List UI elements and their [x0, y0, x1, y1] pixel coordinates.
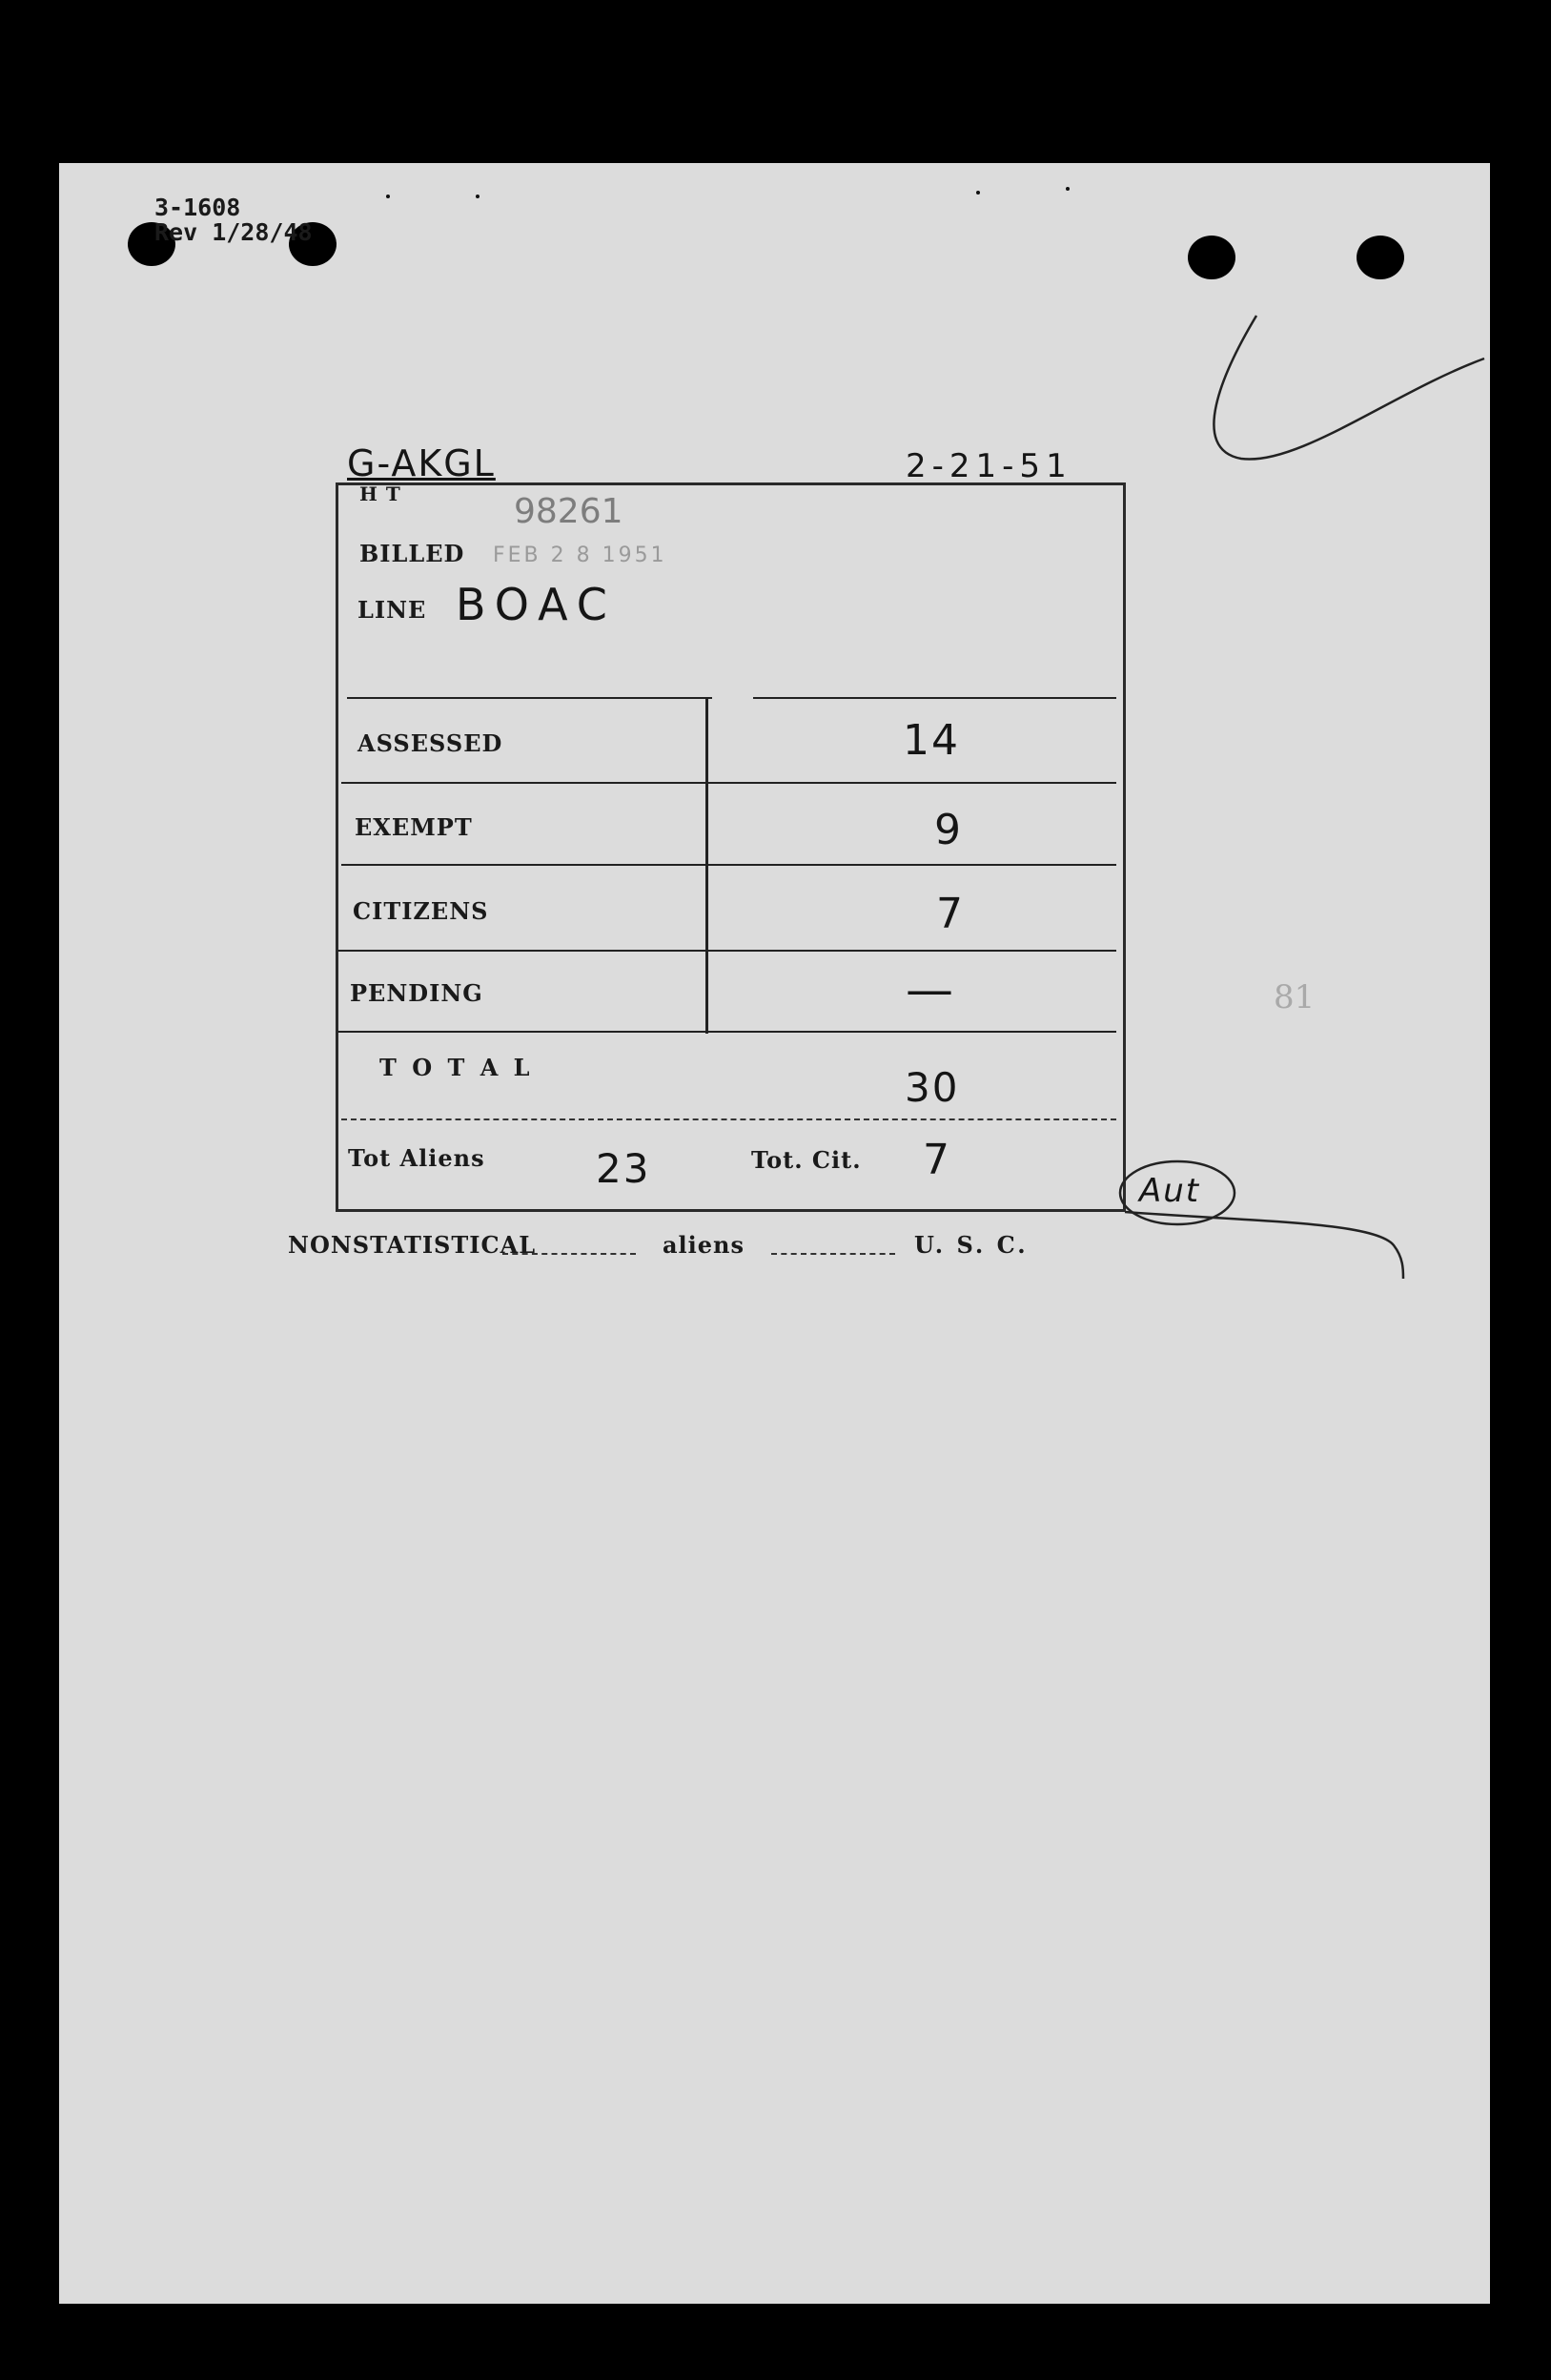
margin-pen-stroke: [1214, 316, 1484, 460]
line-value: BOAC: [456, 579, 617, 630]
ht-label: H T: [359, 482, 401, 505]
aliens-blank: [771, 1253, 895, 1255]
billed-date-stamp: FEB 2 8 1951: [493, 544, 667, 567]
total-label: T O T A L: [379, 1054, 534, 1081]
tot-aliens-label: Tot Aliens: [348, 1144, 485, 1172]
row-value-pending: —: [906, 962, 955, 1017]
speck: [476, 195, 480, 198]
date-handwritten: 2-21-51: [906, 447, 1072, 485]
nonstatistical-label: NONSTATISTICAL: [288, 1231, 537, 1259]
speck: [1066, 187, 1070, 191]
column-divider: [705, 697, 708, 1034]
row-label-exempt: EXEMPT: [355, 813, 473, 841]
ht-number-stamp: 98261: [514, 492, 623, 531]
rule: [753, 697, 1116, 699]
margin-number: 81: [1274, 978, 1316, 1016]
speck: [386, 195, 390, 198]
aliens-label: aliens: [663, 1231, 745, 1259]
total-value: 30: [905, 1064, 960, 1111]
rule: [341, 864, 1116, 866]
row-label-citizens: CITIZENS: [353, 897, 489, 925]
usc-label: U. S. C.: [914, 1231, 1029, 1259]
document-page: [59, 163, 1490, 2304]
speck: [976, 191, 980, 195]
line-label: LINE: [357, 596, 427, 624]
row-label-assessed: ASSESSED: [357, 729, 503, 757]
tot-cit-label: Tot. Cit.: [751, 1146, 862, 1174]
punch-hole-right-1: [1188, 236, 1235, 279]
rule: [347, 697, 712, 699]
form-box: [336, 482, 1126, 1212]
row-value-assessed: 14: [903, 716, 960, 765]
initials-signature: Aut: [1139, 1172, 1201, 1210]
rule: [337, 1031, 1116, 1033]
form-number: 3-1608: [154, 194, 241, 221]
form-number-block: [154, 195, 313, 245]
rule: [337, 950, 1116, 952]
row-value-citizens: 7: [936, 890, 965, 938]
rule: [341, 1118, 1116, 1120]
tot-aliens-value: 23: [596, 1145, 651, 1192]
form-revision: Rev 1/28/48: [154, 218, 313, 246]
tot-cit-value: 7: [923, 1136, 951, 1184]
row-label-pending: PENDING: [350, 979, 483, 1007]
punch-hole-right-2: [1357, 236, 1404, 279]
billed-label: BILLED: [359, 540, 465, 567]
nonstatistical-blank: [502, 1253, 636, 1255]
initials-tail-stroke: [1125, 1212, 1403, 1279]
rule: [341, 782, 1116, 784]
aircraft-registration: G-AKGL: [347, 442, 496, 484]
row-value-exempt: 9: [934, 806, 963, 854]
